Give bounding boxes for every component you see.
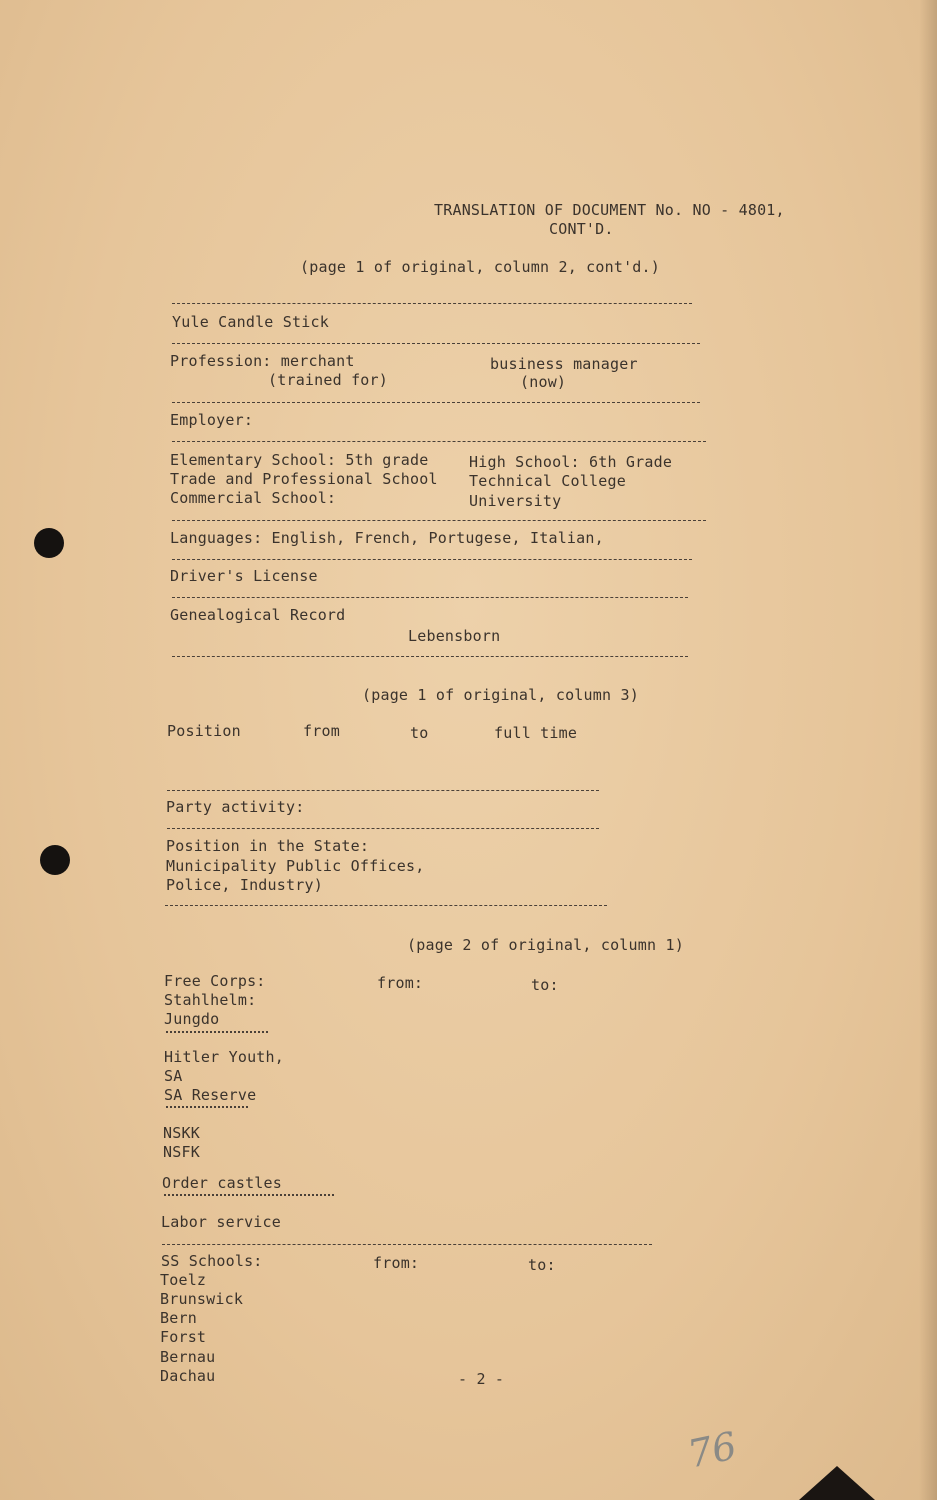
position-full-time: full time [494, 724, 578, 742]
field-high-school: High School: 6th Grade [469, 453, 673, 471]
field-yule: Yule Candle Stick [172, 313, 329, 331]
rule [172, 656, 688, 657]
rule [165, 905, 607, 906]
rule [167, 790, 599, 791]
field-sa-reserve: SA Reserve [164, 1086, 257, 1104]
section-heading: (page 1 of original, column 3) [362, 686, 639, 704]
page-number: - 2 - [458, 1370, 505, 1388]
field-order-castles: Order castles [162, 1174, 282, 1192]
field-free-corps: Free Corps: [164, 972, 266, 990]
field-labor-service: Labor service [161, 1213, 281, 1231]
handwritten-page-number: 76 [683, 1423, 741, 1477]
field-business-note: (now) [520, 373, 567, 391]
ss-schools-to: to: [528, 1256, 556, 1274]
dotted-rule [164, 1194, 334, 1196]
field-nskk: NSKK [163, 1124, 200, 1142]
position-label: Position [167, 722, 241, 740]
rule [172, 597, 688, 598]
field-nsfk: NSFK [163, 1143, 200, 1161]
field-technical-college: Technical College [469, 472, 626, 490]
field-trade-school: Trade and Professional School [170, 470, 438, 488]
rule [172, 343, 700, 344]
field-municipality: Municipality Public Offices, [166, 857, 425, 875]
ss-school-item: Bern [160, 1309, 197, 1327]
field-police-industry: Police, Industry) [166, 876, 323, 894]
ss-school-item: Dachau [160, 1367, 216, 1385]
field-genealogical-record: Genealogical Record [170, 606, 346, 624]
section-heading: (page 1 of original, column 2, cont'd.) [300, 258, 660, 276]
document-title: TRANSLATION OF DOCUMENT No. NO - 4801, [434, 201, 785, 219]
field-party-activity: Party activity: [166, 798, 305, 816]
torn-corner [799, 1466, 875, 1500]
ss-schools-from: from: [373, 1254, 420, 1272]
document-title-contd: CONT'D. [549, 220, 614, 238]
rule [172, 520, 706, 521]
field-university: University [469, 492, 562, 510]
dotted-rule [166, 1031, 268, 1033]
punch-hole-top [34, 528, 64, 558]
field-commercial-school: Commercial School: [170, 489, 337, 507]
dotted-rule [166, 1106, 248, 1108]
position-from: from [303, 722, 340, 740]
section-heading: (page 2 of original, column 1) [407, 936, 684, 954]
field-position-state: Position in the State: [166, 837, 370, 855]
ss-school-item: Forst [160, 1328, 207, 1346]
field-jungdo: Jungdo [164, 1010, 220, 1028]
field-profession-note: (trained for) [268, 371, 388, 389]
field-stahlhelm: Stahlhelm: [164, 991, 257, 1009]
page-edge [919, 0, 937, 1500]
rule [162, 1244, 652, 1245]
ss-school-item: Bernau [160, 1348, 216, 1366]
rule [172, 402, 700, 403]
free-corps-from: from: [377, 974, 424, 992]
field-drivers-license: Driver's License [170, 567, 318, 585]
rule [172, 441, 706, 442]
field-languages: Languages: English, French, Portugese, Italian, [170, 529, 604, 547]
rule [172, 559, 692, 560]
rule [172, 303, 692, 304]
field-business: business manager [490, 355, 638, 373]
field-elementary-school: Elementary School: 5th grade [170, 451, 429, 469]
field-hitler-youth: Hitler Youth, [164, 1048, 284, 1066]
field-employer: Employer: [170, 411, 254, 429]
field-sa: SA [164, 1067, 183, 1085]
rule [167, 828, 599, 829]
position-to: to [410, 724, 429, 742]
punch-hole-middle [40, 845, 70, 875]
field-ss-schools: SS Schools: [161, 1252, 263, 1270]
ss-school-item: Brunswick [160, 1290, 244, 1308]
free-corps-to: to: [531, 976, 559, 994]
ss-school-item: Toelz [160, 1271, 207, 1289]
field-lebensborn: Lebensborn [408, 627, 501, 645]
field-profession: Profession: merchant [170, 352, 355, 370]
